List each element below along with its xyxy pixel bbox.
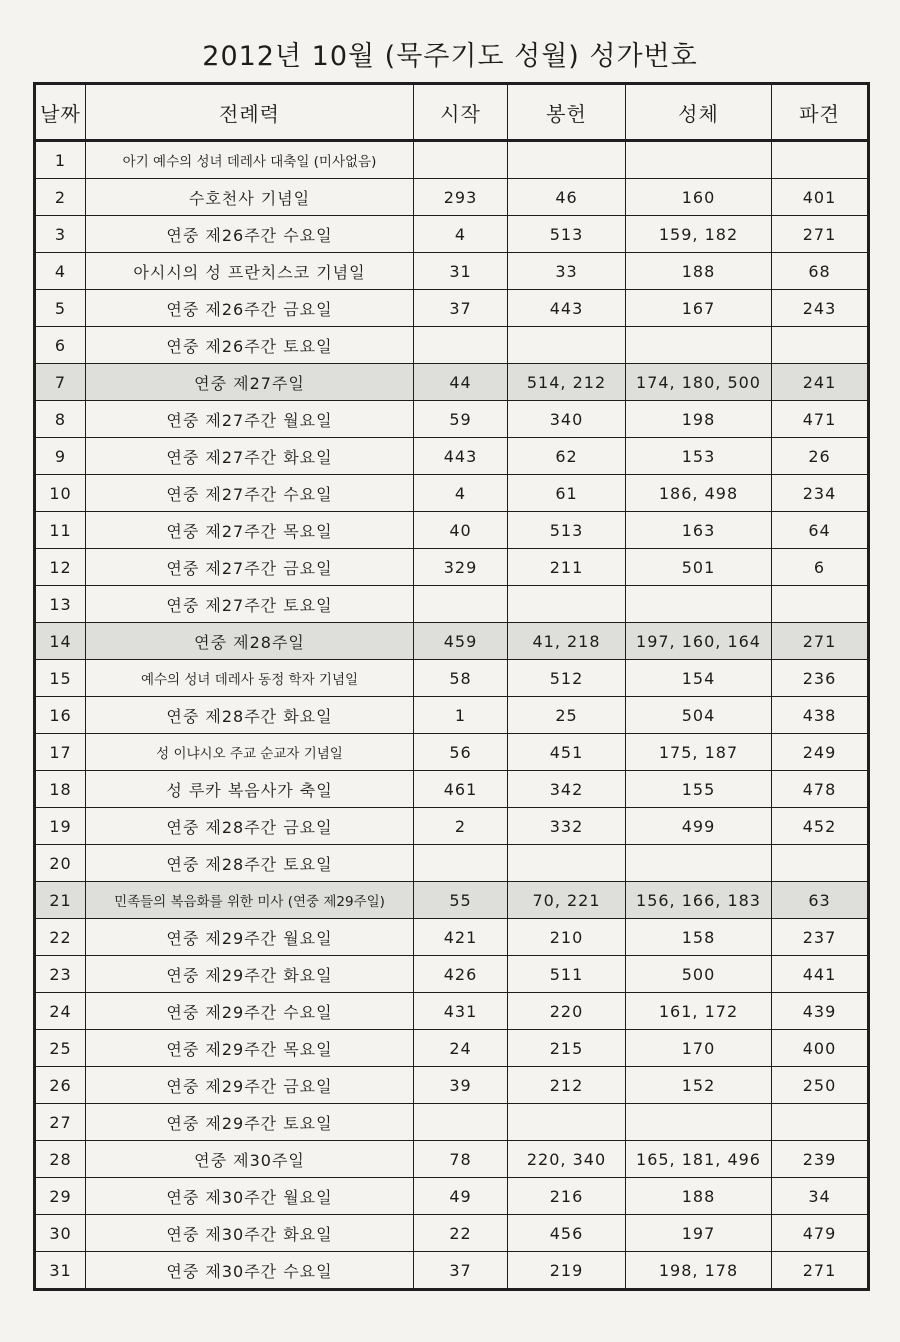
cell-communion: 175, 187 [626,734,772,771]
header-communion: 성체 [626,85,772,141]
table-row [36,549,868,586]
cell-communion: 500 [626,956,772,993]
cell-liturgical-day: 연중 제26주간 금요일 [86,290,414,327]
cell-offertory: 220 [508,993,626,1030]
cell-communion: 499 [626,808,772,845]
table-row [36,919,868,956]
cell-communion: 504 [626,697,772,734]
cell-dismissal: 250 [772,1067,868,1104]
cell-communion [626,586,772,623]
cell-liturgical-day: 연중 제27주간 수요일 [86,475,414,512]
cell-communion: 153 [626,438,772,475]
cell-entrance: 37 [414,1252,508,1289]
cell-offertory: 332 [508,808,626,845]
cell-entrance: 59 [414,401,508,438]
cell-communion: 165, 181, 496 [626,1141,772,1178]
cell-liturgical-day: 연중 제27주간 금요일 [86,549,414,586]
cell-date: 13 [36,586,86,623]
cell-entrance: 44 [414,364,508,401]
cell-liturgical-day: 연중 제29주간 화요일 [86,956,414,993]
cell-entrance: 56 [414,734,508,771]
table-row [36,179,868,216]
cell-offertory [508,845,626,882]
cell-date: 26 [36,1067,86,1104]
table-row [36,993,868,1030]
cell-date: 31 [36,1252,86,1289]
cell-dismissal: 34 [772,1178,868,1215]
page-title: 2012년 10월 (묵주기도 성월) 성가번호 [202,41,698,72]
cell-dismissal: 439 [772,993,868,1030]
cell-dismissal: 271 [772,623,868,660]
cell-dismissal [772,327,868,364]
cell-communion: 197, 160, 164 [626,623,772,660]
cell-offertory: 62 [508,438,626,475]
table-body [36,141,868,1289]
cell-communion [626,845,772,882]
cell-dismissal: 234 [772,475,868,512]
cell-date: 22 [36,919,86,956]
cell-date: 4 [36,253,86,290]
cell-offertory: 210 [508,919,626,956]
cell-dismissal: 6 [772,549,868,586]
cell-entrance: 421 [414,919,508,956]
cell-communion: 186, 498 [626,475,772,512]
cell-date: 30 [36,1215,86,1252]
cell-offertory: 511 [508,956,626,993]
cell-date: 17 [36,734,86,771]
table-row [36,475,868,512]
cell-dismissal [772,141,868,179]
table-row [36,697,868,734]
cell-dismissal: 239 [772,1141,868,1178]
cell-offertory: 25 [508,697,626,734]
cell-communion: 197 [626,1215,772,1252]
cell-dismissal: 452 [772,808,868,845]
cell-offertory: 342 [508,771,626,808]
table-row [36,1067,868,1104]
cell-offertory: 219 [508,1252,626,1289]
cell-entrance: 39 [414,1067,508,1104]
cell-liturgical-day: 연중 제27주간 월요일 [86,401,414,438]
cell-dismissal [772,586,868,623]
cell-entrance [414,141,508,179]
cell-offertory [508,1104,626,1141]
cell-date: 14 [36,623,86,660]
table-row [36,512,868,549]
cell-liturgical-day: 연중 제26주간 토요일 [86,327,414,364]
table-row [36,253,868,290]
table-row [36,660,868,697]
cell-dismissal: 271 [772,216,868,253]
cell-date: 18 [36,771,86,808]
cell-liturgical-day: 연중 제28주간 화요일 [86,697,414,734]
cell-offertory: 513 [508,216,626,253]
cell-liturgical-day: 연중 제28주간 금요일 [86,808,414,845]
cell-dismissal: 471 [772,401,868,438]
table-row [36,882,868,919]
cell-entrance: 431 [414,993,508,1030]
cell-offertory: 340 [508,401,626,438]
cell-entrance: 22 [414,1215,508,1252]
table-row [36,623,868,660]
header-date: 날짜 [36,85,86,141]
cell-offertory: 220, 340 [508,1141,626,1178]
cell-liturgical-day: 연중 제29주간 목요일 [86,1030,414,1067]
table-row [36,845,868,882]
cell-date: 7 [36,364,86,401]
cell-entrance: 459 [414,623,508,660]
cell-entrance: 78 [414,1141,508,1178]
cell-liturgical-day: 연중 제29주간 수요일 [86,993,414,1030]
cell-communion: 188 [626,253,772,290]
cell-liturgical-day: 성 루카 복음사가 축일 [86,771,414,808]
cell-entrance: 37 [414,290,508,327]
cell-offertory: 443 [508,290,626,327]
header-offertory: 봉헌 [508,85,626,141]
cell-date: 10 [36,475,86,512]
cell-dismissal: 236 [772,660,868,697]
cell-offertory: 215 [508,1030,626,1067]
table-row [36,1141,868,1178]
cell-entrance: 426 [414,956,508,993]
cell-offertory: 513 [508,512,626,549]
cell-dismissal: 441 [772,956,868,993]
cell-liturgical-day: 연중 제30주간 수요일 [86,1252,414,1289]
cell-dismissal: 26 [772,438,868,475]
cell-date: 20 [36,845,86,882]
cell-entrance: 40 [414,512,508,549]
cell-communion: 154 [626,660,772,697]
cell-dismissal [772,845,868,882]
table-row [36,141,868,179]
cell-offertory: 46 [508,179,626,216]
cell-dismissal: 249 [772,734,868,771]
cell-offertory [508,327,626,364]
cell-liturgical-day: 연중 제30주간 화요일 [86,1215,414,1252]
table-row [36,771,868,808]
cell-liturgical-day: 연중 제27주간 화요일 [86,438,414,475]
cell-liturgical-day: 연중 제27주간 토요일 [86,586,414,623]
cell-entrance [414,1104,508,1141]
cell-date: 27 [36,1104,86,1141]
table-row [36,956,868,993]
hymn-table [35,84,868,1289]
cell-date: 25 [36,1030,86,1067]
header-entrance: 시작 [414,85,508,141]
cell-liturgical-day: 성 이냐시오 주교 순교자 기념일 [86,734,414,771]
cell-communion: 198, 178 [626,1252,772,1289]
cell-offertory [508,586,626,623]
cell-liturgical-day: 연중 제27주간 목요일 [86,512,414,549]
cell-entrance: 443 [414,438,508,475]
cell-offertory: 61 [508,475,626,512]
cell-entrance [414,845,508,882]
cell-liturgical-day: 아기 예수의 성녀 데레사 대축일 (미사없음) [86,141,414,179]
cell-liturgical-day: 연중 제29주간 월요일 [86,919,414,956]
cell-liturgical-day: 연중 제29주간 금요일 [86,1067,414,1104]
cell-liturgical-day: 연중 제30주간 월요일 [86,1178,414,1215]
cell-offertory: 70, 221 [508,882,626,919]
cell-date: 5 [36,290,86,327]
header-row [36,85,868,141]
cell-communion: 198 [626,401,772,438]
cell-communion: 159, 182 [626,216,772,253]
cell-communion: 152 [626,1067,772,1104]
cell-dismissal: 237 [772,919,868,956]
table-row [36,438,868,475]
table-row [36,1178,868,1215]
cell-liturgical-day: 연중 제28주일 [86,623,414,660]
cell-offertory: 456 [508,1215,626,1252]
cell-entrance: 293 [414,179,508,216]
cell-liturgical-day: 아시시의 성 프란치스코 기념일 [86,253,414,290]
cell-date: 11 [36,512,86,549]
cell-communion: 161, 172 [626,993,772,1030]
cell-offertory: 33 [508,253,626,290]
cell-dismissal: 64 [772,512,868,549]
cell-date: 2 [36,179,86,216]
cell-communion [626,141,772,179]
cell-liturgical-day: 연중 제27주일 [86,364,414,401]
table-row [36,401,868,438]
table-row [36,1252,868,1289]
cell-date: 21 [36,882,86,919]
header-dismissal: 파견 [772,85,868,141]
cell-entrance: 4 [414,475,508,512]
cell-offertory: 212 [508,1067,626,1104]
cell-communion: 174, 180, 500 [626,364,772,401]
cell-date: 15 [36,660,86,697]
cell-date: 29 [36,1178,86,1215]
cell-offertory: 514, 212 [508,364,626,401]
cell-offertory: 41, 218 [508,623,626,660]
cell-entrance [414,327,508,364]
cell-dismissal: 438 [772,697,868,734]
table-row [36,364,868,401]
cell-dismissal: 400 [772,1030,868,1067]
cell-communion: 501 [626,549,772,586]
table-row [36,1215,868,1252]
cell-date: 3 [36,216,86,253]
table-row [36,734,868,771]
table-row [36,290,868,327]
cell-communion: 156, 166, 183 [626,882,772,919]
cell-entrance: 58 [414,660,508,697]
table-row [36,327,868,364]
cell-entrance: 55 [414,882,508,919]
cell-date: 9 [36,438,86,475]
cell-liturgical-day: 연중 제30주일 [86,1141,414,1178]
cell-entrance: 461 [414,771,508,808]
cell-dismissal: 243 [772,290,868,327]
cell-entrance: 329 [414,549,508,586]
cell-communion: 167 [626,290,772,327]
cell-entrance: 2 [414,808,508,845]
cell-dismissal: 271 [772,1252,868,1289]
table-row [36,808,868,845]
table-row [36,1030,868,1067]
cell-date: 8 [36,401,86,438]
cell-offertory: 211 [508,549,626,586]
cell-entrance: 1 [414,697,508,734]
cell-offertory [508,141,626,179]
table-row [36,216,868,253]
table-row [36,586,868,623]
cell-liturgical-day: 연중 제28주간 토요일 [86,845,414,882]
cell-communion [626,327,772,364]
cell-entrance: 49 [414,1178,508,1215]
cell-date: 1 [36,141,86,179]
cell-liturgical-day: 예수의 성녀 데레사 동정 학자 기념일 [86,660,414,697]
cell-dismissal: 478 [772,771,868,808]
cell-communion: 160 [626,179,772,216]
cell-date: 12 [36,549,86,586]
cell-dismissal [772,1104,868,1141]
cell-communion: 188 [626,1178,772,1215]
cell-date: 19 [36,808,86,845]
cell-date: 28 [36,1141,86,1178]
cell-dismissal: 63 [772,882,868,919]
cell-communion: 170 [626,1030,772,1067]
cell-dismissal: 479 [772,1215,868,1252]
header-liturgical-calendar: 전례력 [86,85,414,141]
cell-liturgical-day: 수호천사 기념일 [86,179,414,216]
cell-date: 6 [36,327,86,364]
cell-offertory: 216 [508,1178,626,1215]
cell-date: 24 [36,993,86,1030]
cell-date: 16 [36,697,86,734]
cell-communion: 163 [626,512,772,549]
cell-liturgical-day: 연중 제26주간 수요일 [86,216,414,253]
cell-entrance: 31 [414,253,508,290]
cell-entrance: 24 [414,1030,508,1067]
cell-communion [626,1104,772,1141]
cell-offertory: 512 [508,660,626,697]
cell-entrance: 4 [414,216,508,253]
cell-offertory: 451 [508,734,626,771]
cell-dismissal: 68 [772,253,868,290]
cell-liturgical-day: 민족들의 복음화를 위한 미사 (연중 제29주일) [86,882,414,919]
cell-dismissal: 401 [772,179,868,216]
cell-communion: 155 [626,771,772,808]
table-row [36,1104,868,1141]
cell-date: 23 [36,956,86,993]
cell-dismissal: 241 [772,364,868,401]
cell-entrance [414,586,508,623]
cell-communion: 158 [626,919,772,956]
cell-liturgical-day: 연중 제29주간 토요일 [86,1104,414,1141]
